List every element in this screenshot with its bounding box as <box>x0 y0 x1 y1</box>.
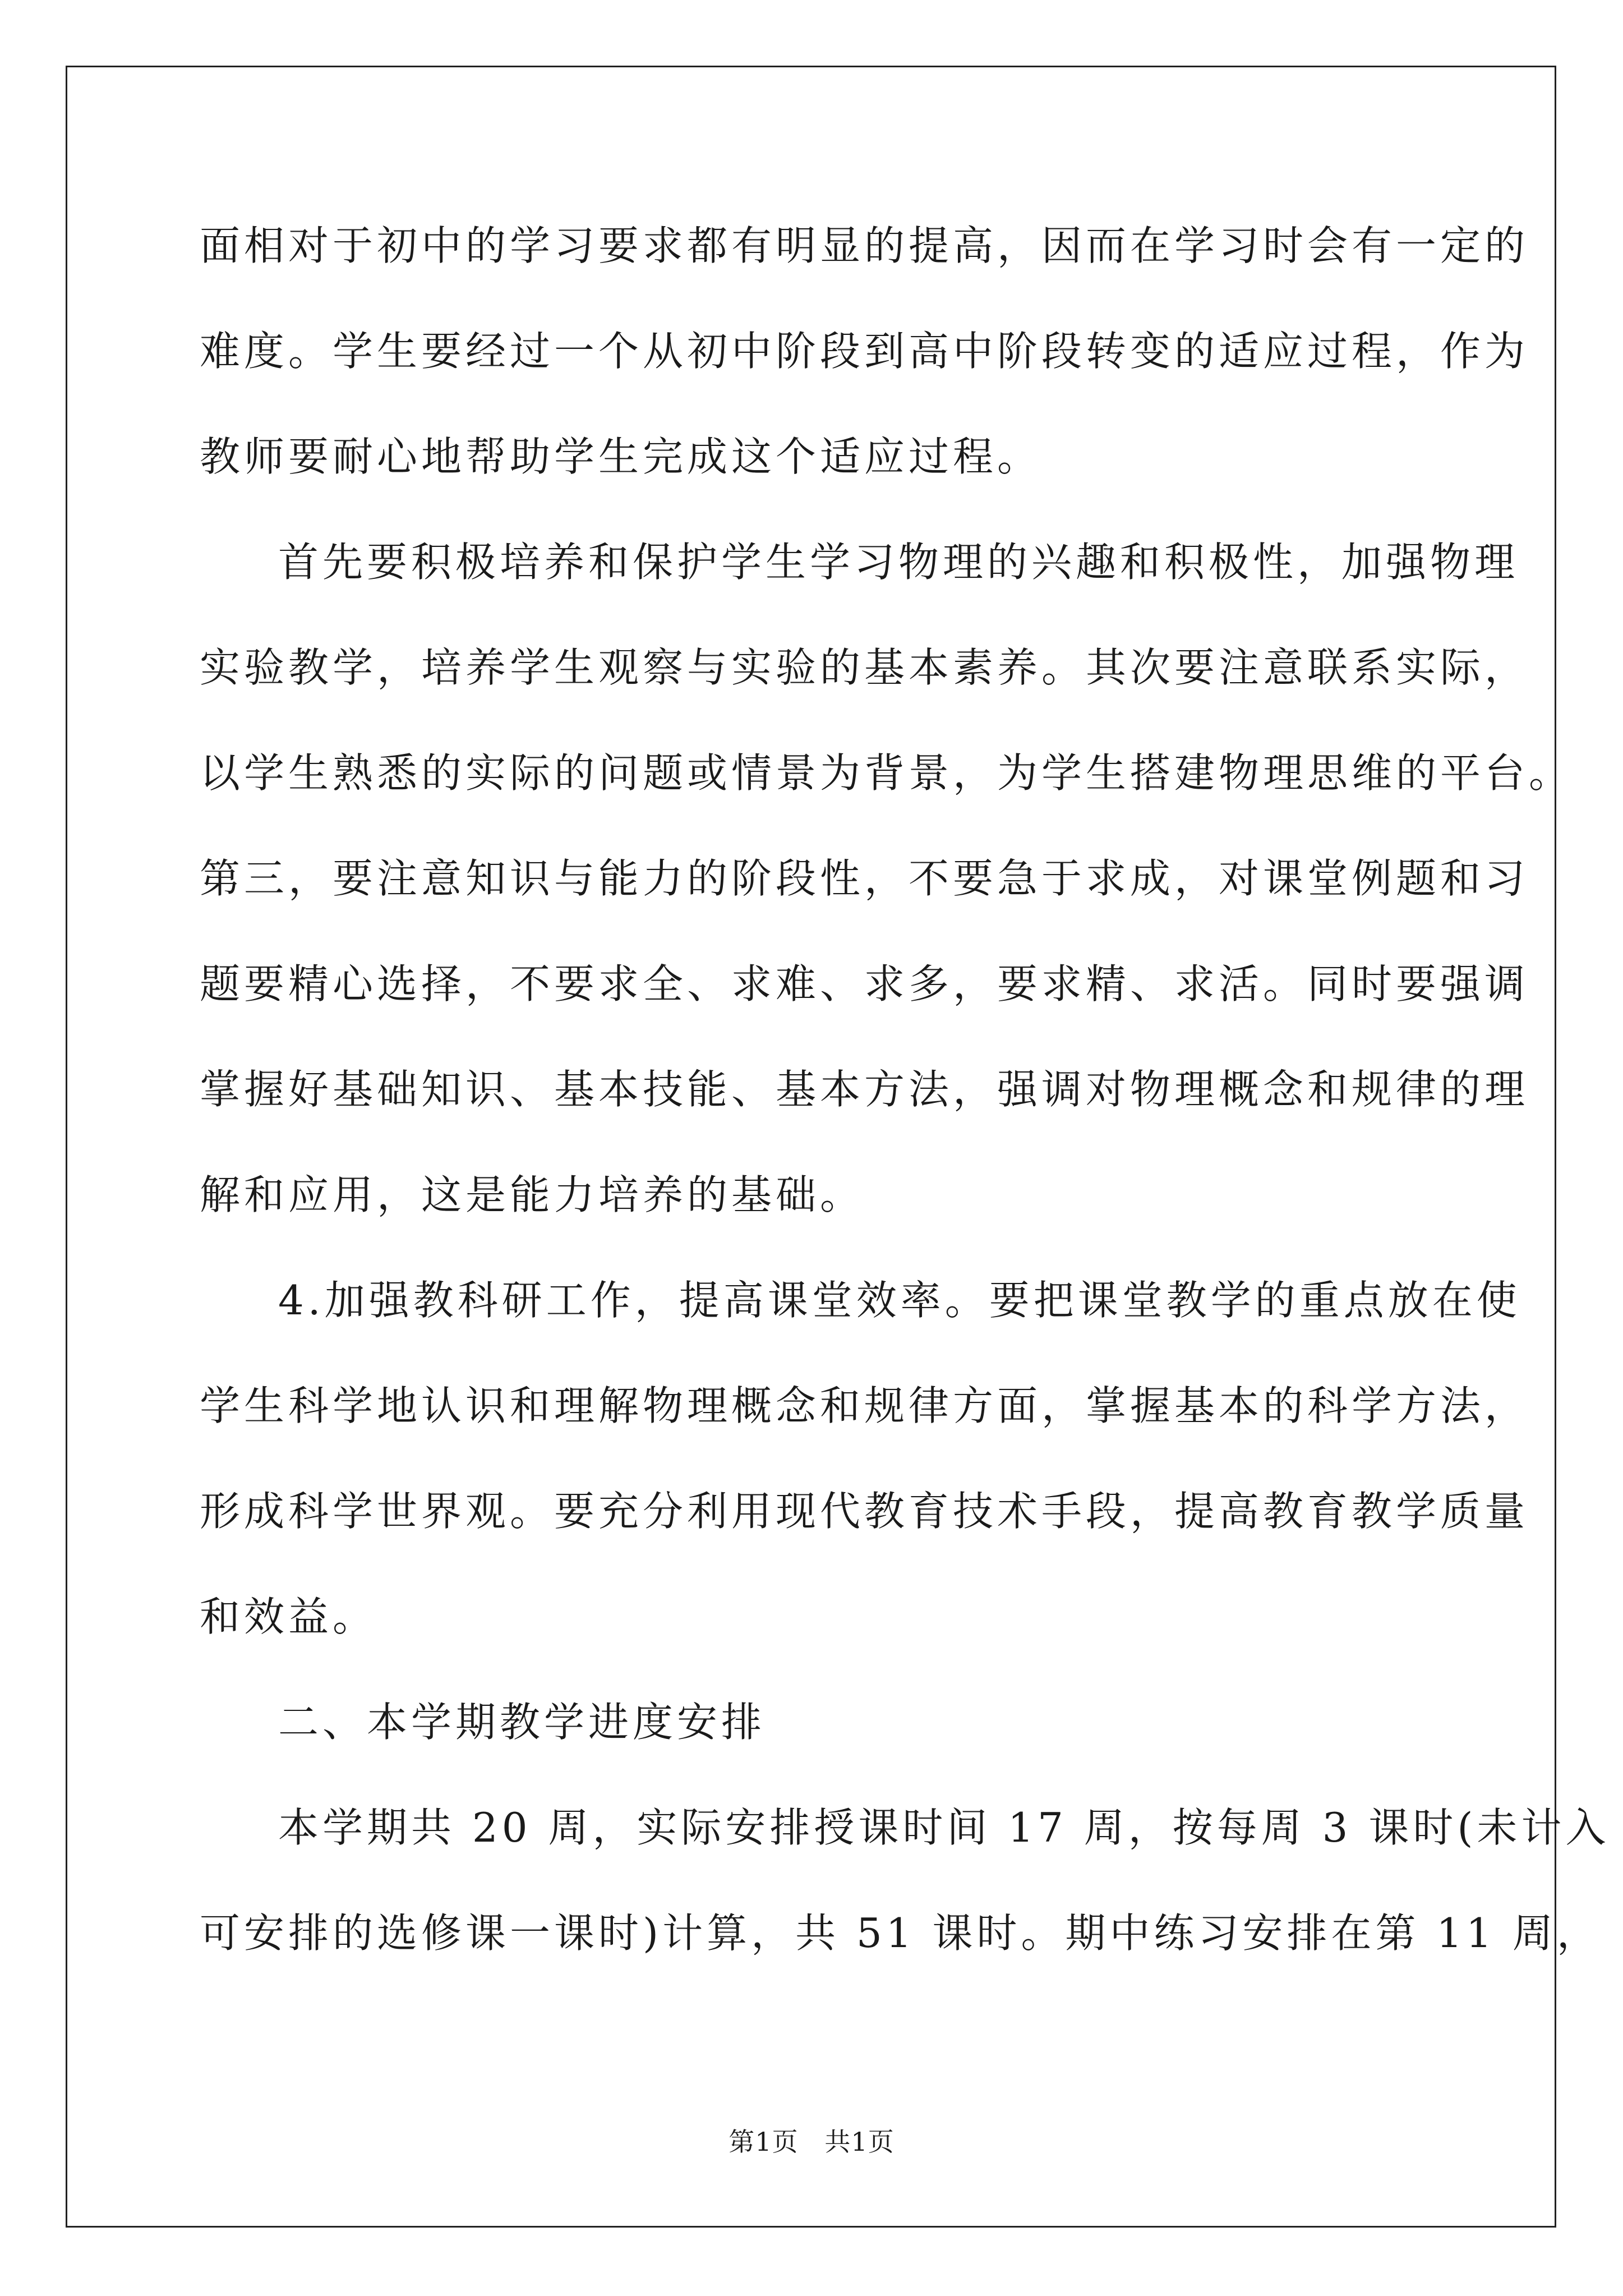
paragraph-start-line: 本学期共 20 周，实际安排授课时间 17 周，按每周 3 课时(未计入 <box>278 1804 1610 1851</box>
text-line: 形成科学世界观。要充分利用现代教育技术手段，提高教育教学质量 <box>200 1488 1529 1535</box>
text-line: 面相对于初中的学习要求都有明显的提高，因而在学习时会有一定的 <box>200 222 1529 269</box>
text-line: 可安排的选修课一课时)计算，共 51 课时。期中练习安排在第 11 周， <box>200 1910 1601 1957</box>
text-line: 题要精心选择，不要求全、求难、求多，要求精、求活。同时要强调 <box>200 960 1529 1007</box>
text-line: 实验教学，培养学生观察与实验的基本素养。其次要注意联系实际， <box>200 644 1529 691</box>
section-heading: 二、本学期教学进度安排 <box>278 1699 766 1746</box>
text-line: 第三，要注意知识与能力的阶段性，不要急于求成，对课堂例题和习 <box>200 855 1529 902</box>
text-line: 掌握好基础知识、基本技能、基本方法，强调对物理概念和规律的理 <box>200 1066 1529 1113</box>
text-line: 以学生熟悉的实际的问题或情景为背景，为学生搭建物理思维的平台。 <box>200 749 1574 797</box>
text-line: 难度。学生要经过一个从初中阶段到高中阶段转变的适应过程，作为 <box>200 328 1529 375</box>
text-line: 教师要耐心地帮助学生完成这个适应过程。 <box>200 433 1042 480</box>
paragraph-start-line: 4.加强教科研工作，提高课堂效率。要把课堂教学的重点放在使 <box>278 1277 1521 1324</box>
text-line: 和效益。 <box>200 1593 377 1640</box>
paragraph-start-line: 首先要积极培养和保护学生学习物理的兴趣和积极性，加强物理 <box>278 539 1519 586</box>
text-line: 解和应用，这是能力培养的基础。 <box>200 1171 865 1218</box>
page-number-footer: 第1页 共1页 <box>728 2127 895 2157</box>
page-border <box>66 66 1556 2228</box>
text-line: 学生科学地认识和理解物理概念和规律方面，掌握基本的科学方法， <box>200 1382 1529 1429</box>
